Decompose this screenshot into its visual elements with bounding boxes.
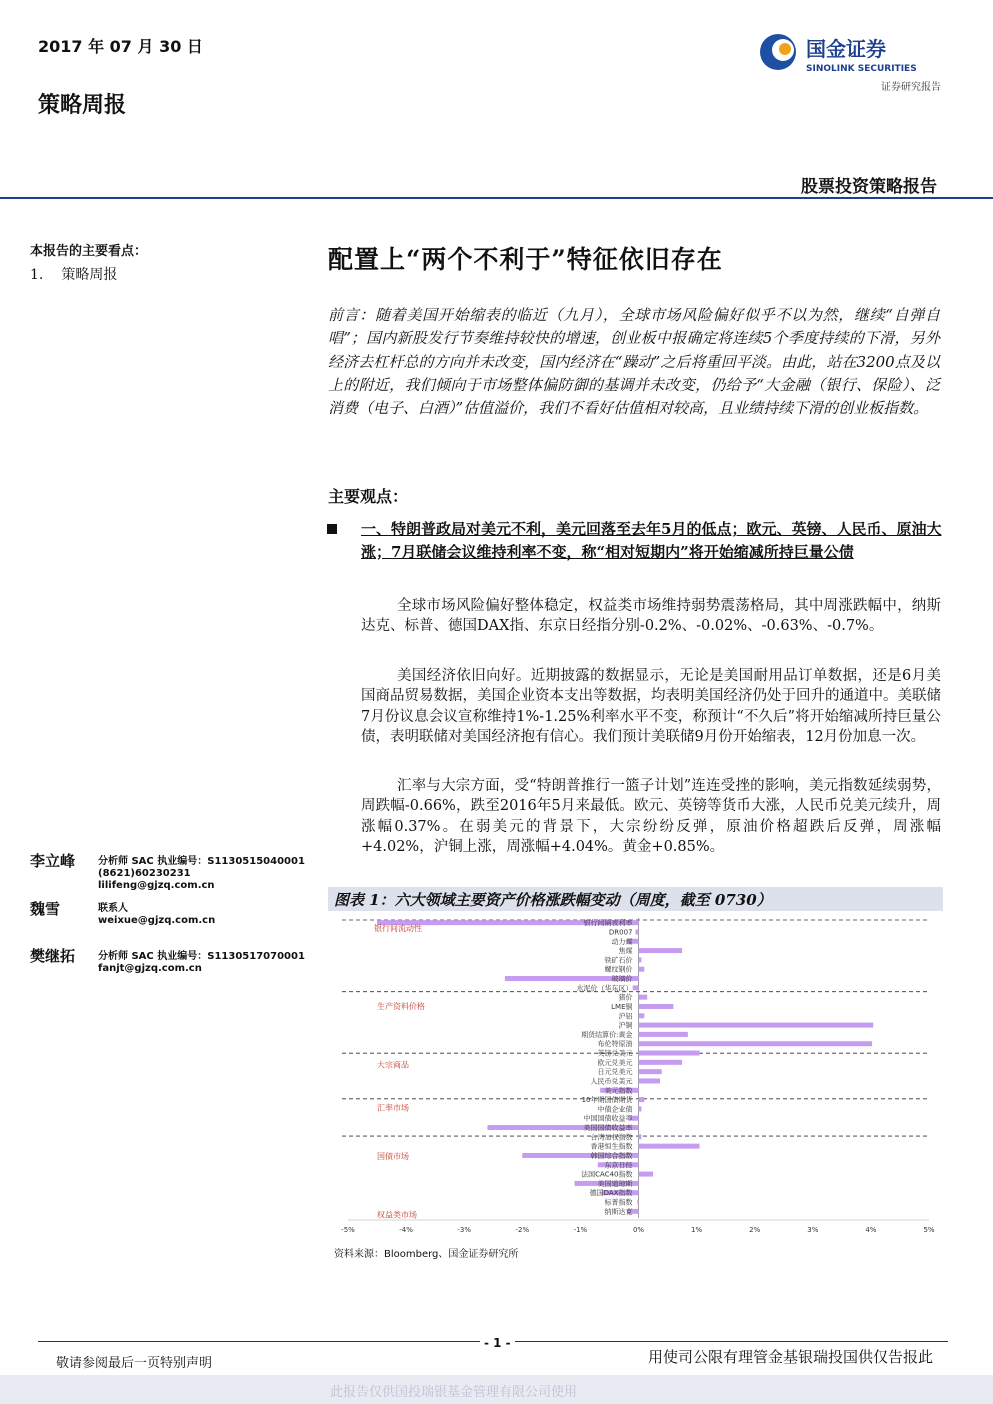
x-tick-label: -2% (515, 1226, 530, 1234)
analyst-info: 分析师 SAC 执业编号：S1130517070001 fanjt@gjzq.com.cn (98, 951, 305, 974)
category-label: 台湾加权指数 (590, 1133, 633, 1142)
figure-source: 资料来源：Bloomberg、国金证券研究所 (334, 1249, 519, 1260)
category-label: 中债企业债 (597, 1105, 633, 1114)
category-label: 期货结算价:黄金 (581, 1030, 633, 1039)
group-label: 生产资料价格 (377, 1002, 425, 1012)
body-paragraph-1: 全球市场风险偏好整体稳定，权益类市场维持弱势震荡格局，其中周涨跌幅中，纳斯达克、标普、德国DAX指、东京日经指分别-0.2%、-0.02%、-0.63%、-0.7%。 (361, 598, 941, 635)
body-paragraph-2: 美国经济依旧向好。近期披露的数据显示，无论是美国耐用品订单数据，还是6月美国商品贸易数据，美国企业资本支出等数据，均表明美国经济仍处于回升的通道中。美联储7月份议息会议宣称维持1%-1.25%利率水平不变，称预计“不久后”将开始缩减所持巨量公债，表明联储对美国经济抱有信心。我们预计美联储9月份开始缩表，12月份加息一次。 (361, 668, 941, 745)
x-tick-label: 0% (632, 1226, 645, 1234)
chart-bar (639, 1078, 660, 1083)
analyst-name: 魏雪 (30, 900, 61, 918)
company-logo (756, 30, 946, 78)
x-tick-label: 1% (691, 1226, 703, 1234)
category-label: 螺纹钢价 (604, 965, 633, 974)
key-points-heading: 本报告的主要看点： (30, 244, 148, 259)
category-label: 美国道琼斯 (597, 1179, 633, 1188)
group-label: 国债市场 (377, 1152, 409, 1162)
figure-title: 图表 1：六大领域主要资产价格涨跌幅变动（周度，截至 0730） (334, 891, 772, 909)
report-date: 2017 年 07 月 30 日 (38, 37, 203, 56)
publication-type: 策略周报 (38, 92, 127, 118)
footer-note: 用使司公限有理管金基银瑞投国供仅告报此 (647, 1348, 933, 1366)
chart-bar (639, 1060, 683, 1065)
x-tick-label: -4% (399, 1226, 413, 1234)
category-label: 纳斯达克 (604, 1207, 633, 1216)
footer-watermark: 此报告仅供国投瑞银基金管理有限公司使用 (330, 1385, 578, 1400)
category-label: LME铜 (611, 1002, 633, 1011)
chart-bar (639, 1069, 662, 1074)
group-label: 权益类市场 (377, 1210, 417, 1220)
chart-bar (639, 1172, 654, 1177)
chart-bar (633, 985, 639, 990)
chart-bar (639, 957, 642, 962)
point-title: 一、特朗普政局对美元不利，美元回落至去年5月的低点；欧元、英镑、人民币、原油大涨；7月联储会议维持利率不变，称“相对短期内”将开始缩减所持巨量公债 (361, 520, 942, 561)
chart-bar (636, 929, 639, 934)
analyst-name: 李立峰 (30, 852, 76, 870)
chart-bar (639, 1106, 642, 1111)
page-number: - 1 - (480, 1336, 515, 1350)
chart-bar (639, 1134, 642, 1139)
logo-cn-text: 国金证券 (806, 37, 886, 61)
chart-bar (639, 948, 683, 953)
asset-change-chart (334, 912, 942, 1237)
chart-bar (639, 995, 648, 1000)
category-label: 布伦特原油 (597, 1040, 633, 1049)
group-label: 大宗商品 (377, 1060, 409, 1070)
category-label: 标普指数 (604, 1198, 633, 1207)
chart-bar (637, 1200, 638, 1205)
category-label: 中国国债收益率 (583, 1114, 633, 1123)
category-label: 人民币兑美元 (590, 1077, 633, 1086)
chart-bar (639, 1023, 874, 1028)
chart-bar (639, 1097, 645, 1102)
category-label: 猪价 (618, 993, 633, 1002)
category-label: 德国DAX指数 (589, 1189, 633, 1198)
bullet-square-icon (327, 524, 337, 534)
main-views-heading: 主要观点： (328, 487, 409, 506)
header-divider (0, 197, 993, 199)
category-label: 铁矿石价 (604, 956, 633, 965)
category-label: 欧元兑美元 (597, 1058, 633, 1067)
category-label: 10年期国债期货 (581, 1096, 633, 1105)
logo-subtitle: 证券研究报告 (881, 82, 941, 93)
chart-bar (639, 967, 645, 972)
x-tick-label: 2% (749, 1226, 761, 1234)
x-tick-label: 5% (923, 1226, 935, 1234)
group-label: 银行间流动性 (374, 924, 422, 934)
x-tick-label: 4% (865, 1226, 877, 1234)
chart-bar (639, 1004, 674, 1009)
category-label: 英镑兑美元 (597, 1049, 633, 1058)
category-label: 东京日经 (604, 1161, 633, 1170)
body-paragraph-3: 汇率与大宗方面，受“特朗普推行一篮子计划”连连受挫的影响，美元指数延续弱势，周跌幅-0.66%，跌至2016年5月来最低。欧元、英镑等货币大涨，人民币兑美元续升，周涨幅0.37%。在弱美元的背景下，大宗纷纷反弹，原油价格超跌后反弹，周涨幅+4.02%，沪铜上涨，周涨幅+4.04%。黄金+0.85%。 (361, 778, 941, 855)
chart-bar (639, 1051, 700, 1056)
report-title: 配置上“两个不利于”特征依旧存在 (328, 245, 723, 274)
x-tick-label: -3% (457, 1226, 472, 1234)
chart-bar (639, 1144, 700, 1149)
analyst-info: 分析师 SAC 执业编号：S1130515040001 (8621)60230231 lilifeng@gjzq.com.cn (98, 856, 305, 891)
footer-disclaimer: 敬请参阅最后一页特别声明 (56, 1356, 213, 1371)
report-type: 股票投资策略报告 (801, 177, 937, 197)
group-label: 汇率市场 (377, 1103, 409, 1113)
x-tick-label: -5% (341, 1226, 355, 1234)
key-point-item: 1. 策略周报 (30, 267, 118, 283)
category-label: 韩国综合指数 (590, 1151, 633, 1160)
x-tick-label: -1% (573, 1226, 588, 1234)
chart-bar (639, 1032, 688, 1037)
category-label: 法国CAC40指数 (581, 1170, 633, 1179)
category-label: 沪铜 (618, 1021, 633, 1030)
category-label: 水泥价（华东区） (576, 984, 633, 993)
chart-bar (639, 1013, 645, 1018)
logo-en-text: SINOLINK SECURITIES (806, 64, 917, 74)
x-tick-label: 3% (807, 1226, 819, 1234)
category-label: 银行间隔夜利率 (583, 919, 633, 928)
intro-paragraph: 前言：随着美国开始缩表的临近（九月），全球市场风险偏好似乎不以为然，继续“自弹自唱”；国内新股发行节奏维持较快的增速，创业板中报确定将连续5个季度持续的下滑，另外经济去杠杆总的方向并未改变，国内经济在“躁动”之后将重回平淡。由此，站在3200点及以上的附近，我们倾向于市场整体偏防御的基调并未改变，仍给予“大金融（银行、保险）、泛消费（电子、白酒）”估值溢价，我们不看好估值相对较高，且业绩持续下滑的创业板指数。 (328, 306, 940, 418)
chart-bar (639, 1041, 873, 1046)
analyst-name: 樊继拓 (30, 947, 76, 965)
category-label: 玻璃价 (611, 975, 633, 984)
category-label: 美国国债收益率 (583, 1124, 633, 1133)
category-label: 动力煤 (611, 937, 633, 946)
category-label: 沪铝 (618, 1012, 633, 1021)
analyst-info: 联系人 weixue@gjzq.com.cn (98, 903, 216, 926)
category-label: 日元兑美元 (597, 1068, 633, 1077)
category-label: 香港恒生指数 (590, 1142, 633, 1151)
category-label: 焦煤 (618, 947, 633, 956)
category-label: DR007 (608, 928, 633, 937)
category-label: 美元指数 (604, 1086, 633, 1095)
